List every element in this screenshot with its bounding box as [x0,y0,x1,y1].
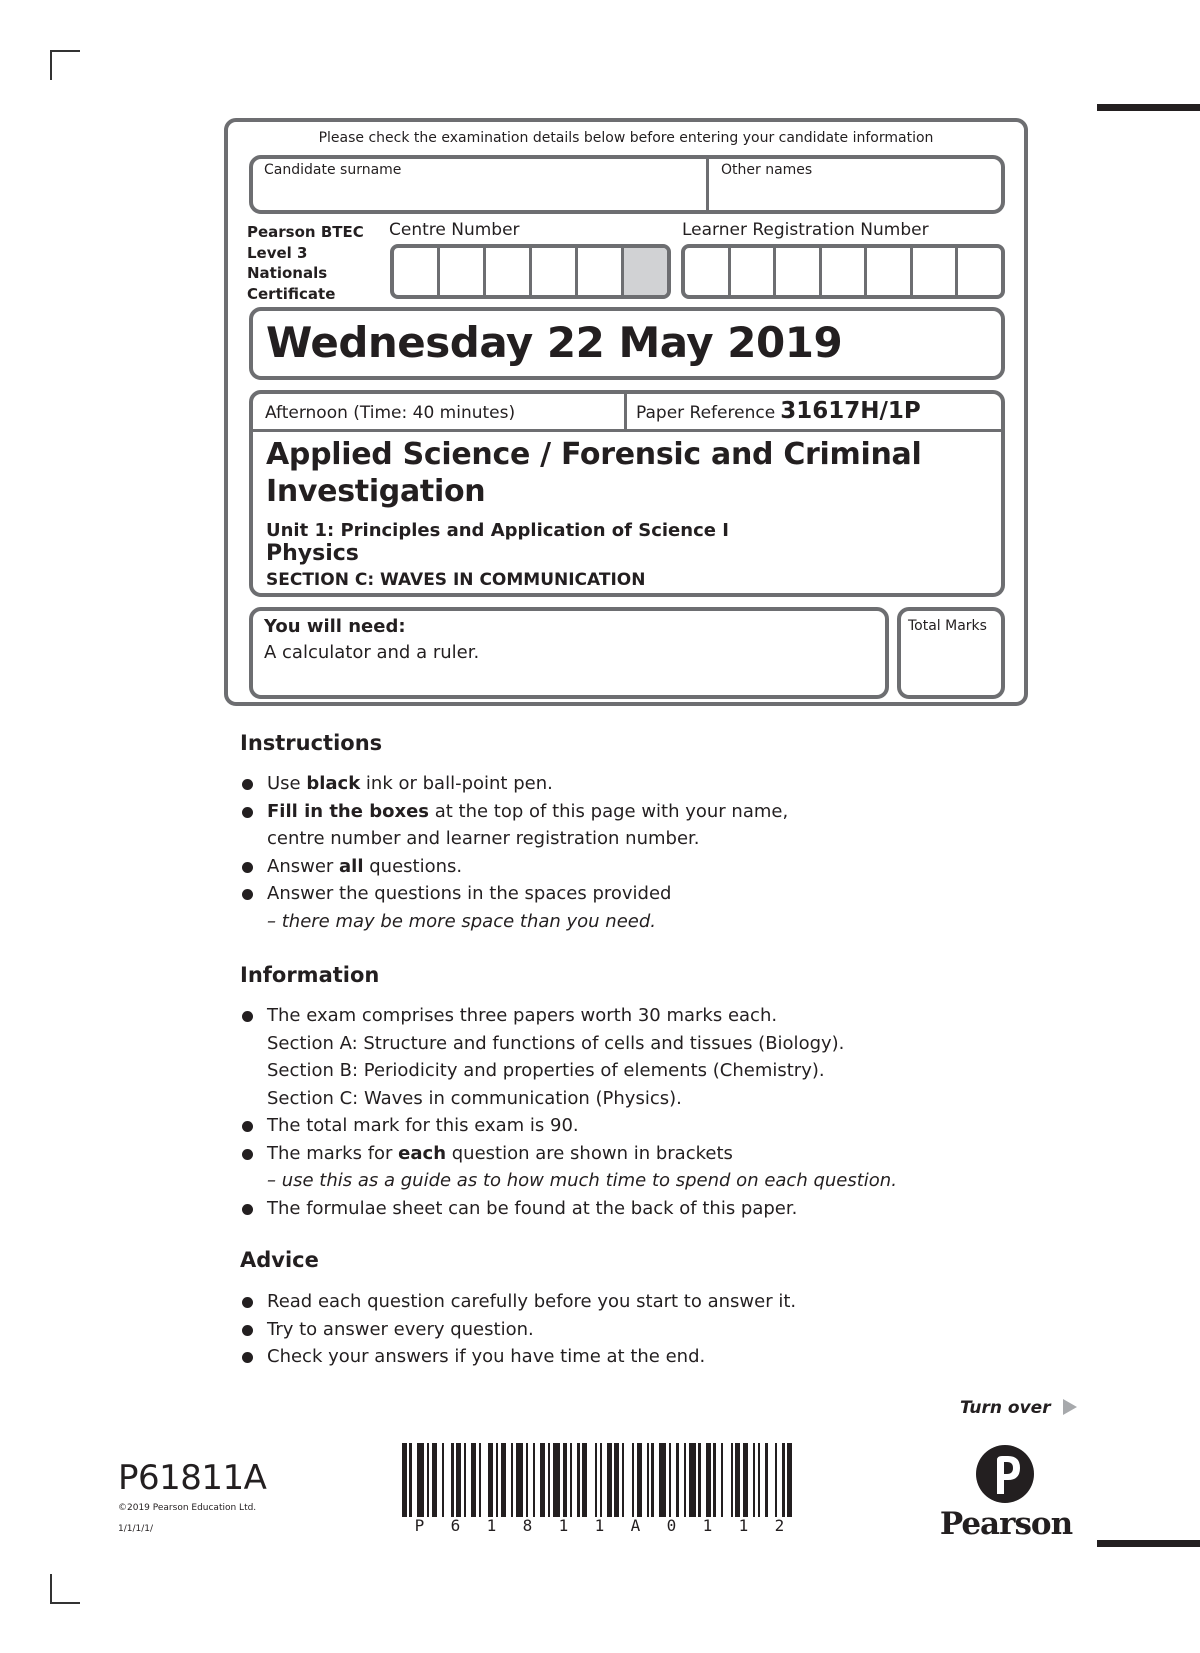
name-fields-divider [706,157,709,212]
turn-over-label: Turn over [960,1398,1051,1418]
crop-mark-bottom-left-h [50,1602,80,1604]
information-item [240,1002,897,1112]
other-names-field[interactable] [710,182,1000,210]
barcode-digit: 8 [522,1516,534,1535]
instruction-text: Use [267,773,307,794]
instruction-text: questions. [363,855,463,877]
barcode-bar [481,1443,488,1517]
instruction-text: Answer [267,855,340,877]
barcode-digit: 1 [702,1516,714,1535]
section-title: SECTION C: WAVES IN COMMUNICATION [266,570,646,590]
information-emphasis: each [398,1142,447,1164]
barcode-bar [723,1443,730,1517]
qualification-line-4: Certificate [247,284,336,303]
qualification-label [247,222,364,304]
unit-title: Unit 1: Principles and Application of Science I [266,520,729,541]
instruction-text: centre number and learner registration number. [267,828,700,849]
paper-reference-code: 31617H/1P [780,398,921,424]
learner-registration-digit[interactable] [913,248,959,295]
instruction-item [240,770,788,798]
edge-bar-top [1097,104,1200,111]
instruction-text: at the top of this page with your name, [429,800,789,822]
advice-item [240,1343,796,1371]
information-item [240,1112,897,1140]
session-reference-divider [624,392,627,430]
turn-over [960,1398,1077,1418]
centre-number-digit[interactable] [532,248,578,295]
crop-mark-top-left-h [50,50,80,52]
barcode-digit: 6 [450,1516,462,1535]
barcode-bar [553,1443,560,1517]
instruction-text: Answer the questions in the spaces provided [267,883,672,904]
other-names-label: Other names [721,162,813,178]
barcode-digit: 1 [738,1516,750,1535]
you-will-need-text: A calculator and a ruler. [264,642,480,663]
information-heading: Information [240,963,380,987]
information-text: Section C: Waves in communication (Physics). [267,1087,682,1109]
qualification-line-3: Nationals [247,264,328,282]
session-divider [251,429,1003,432]
advice-text: Check your answers if you have time at the end. [267,1346,706,1367]
advice-text: Try to answer every question. [267,1318,534,1340]
barcode-bar [768,1443,775,1517]
exam-session: Afternoon (Time: 40 minutes) [265,403,516,423]
qualification-line-1: Pearson BTEC [247,223,364,241]
learner-registration-digit[interactable] [822,248,868,295]
centre-number-boxes[interactable] [390,244,671,299]
barcode-digit: 1 [558,1516,570,1535]
centre-number-digit[interactable] [578,248,624,295]
barcode-bar [587,1443,594,1517]
discipline-title: Physics [266,541,359,566]
edge-bar-bottom [1097,1540,1200,1547]
instruction-item [240,880,788,935]
copyright: ©2019 Pearson Education Ltd. [118,1503,257,1513]
information-item [240,1195,897,1223]
advice-list [240,1288,796,1371]
barcode-bar [516,1443,523,1517]
barcode-bar [444,1443,451,1517]
learner-registration-boxes[interactable] [681,244,1005,299]
barcode-digits [402,1516,798,1535]
information-text: The formulae sheet can be found at the back of this paper. [267,1197,798,1219]
information-list [240,1002,897,1222]
subject-title-line-2: Investigation [266,474,486,509]
information-item [240,1140,897,1195]
barcode-bar [624,1443,631,1517]
instruction-text: ink or ball-point pen. [360,773,553,794]
total-marks-label: Total Marks [908,618,987,634]
instruction-note: – there may be more space than you need. [267,910,657,932]
paper-code: P61811A [118,1458,267,1498]
learner-registration-digit[interactable] [776,248,822,295]
barcode-bar [417,1443,424,1517]
turn-over-arrow-icon [1063,1399,1077,1415]
instruction-emphasis: Fill in the boxes [267,800,429,822]
barcode-bar [792,1443,797,1517]
instruction-emphasis: all [339,855,364,877]
centre-number-label: Centre Number [389,220,520,240]
barcode-digit: 2 [774,1516,786,1535]
barcode [402,1443,798,1517]
advice-item [240,1316,796,1344]
information-text: The total mark for this exam is 90. [267,1115,579,1136]
advice-item [240,1288,796,1316]
information-text: The exam comprises three papers worth 30 marks each. [267,1005,778,1026]
information-text: question are shown in brackets [446,1142,733,1164]
crop-mark-bottom-left-v [50,1574,52,1604]
barcode-digit: P [414,1516,426,1535]
check-notice: Please check the examination details below before entering your candidate information [318,130,934,146]
exam-date: Wednesday 22 May 2019 [266,318,843,367]
subject-title-line-1: Applied Science / Forensic and Criminal [266,437,922,472]
candidate-surname-field[interactable] [253,182,703,210]
print-code: 1/1/1/1/ [118,1524,154,1534]
qualification-line-2: Level 3 [247,243,308,262]
centre-number-digit[interactable] [486,248,532,295]
information-text: Section B: Periodicity and properties of elements (Chemistry). [267,1060,825,1081]
learner-registration-label: Learner Registration Number [682,220,929,240]
learner-registration-digit[interactable] [958,248,1001,295]
pearson-logo-icon [938,1444,1074,1504]
learner-registration-digit[interactable] [867,248,913,295]
instructions-list [240,770,788,935]
instructions-heading: Instructions [240,731,383,755]
instruction-item [240,853,788,881]
centre-number-digit[interactable] [394,248,440,295]
barcode-digit: 1 [594,1516,606,1535]
barcode-bar [659,1443,666,1517]
learner-registration-digit[interactable] [685,248,731,295]
centre-number-digit[interactable] [440,248,486,295]
advice-text: Read each question carefully before you start to answer it. [267,1291,797,1312]
instruction-item [240,798,788,853]
paper-reference-label: Paper Reference [636,403,776,423]
information-text: Section A: Structure and functions of cells and tissues (Biology). [267,1032,845,1054]
you-will-need-label: You will need: [264,616,406,637]
centre-number-shaded-digit [624,248,667,295]
subject-title [266,436,921,510]
information-note: – use this as a guide as to how much time to spend on each question. [267,1170,897,1191]
learner-registration-digit[interactable] [731,248,777,295]
pearson-wordmark: Pearson [939,1506,1073,1542]
paper-reference [636,398,921,424]
barcode-digit: 1 [486,1516,498,1535]
crop-mark-top-left-v [50,50,52,80]
advice-heading: Advice [240,1248,319,1272]
information-text: The marks for [267,1142,399,1164]
barcode-digit: A [630,1516,642,1535]
candidate-surname-label: Candidate surname [264,162,402,178]
barcode-digit: 0 [666,1516,678,1535]
barcode-bar [689,1443,696,1517]
pearson-logo [938,1444,1074,1544]
instruction-emphasis: black [306,773,361,794]
